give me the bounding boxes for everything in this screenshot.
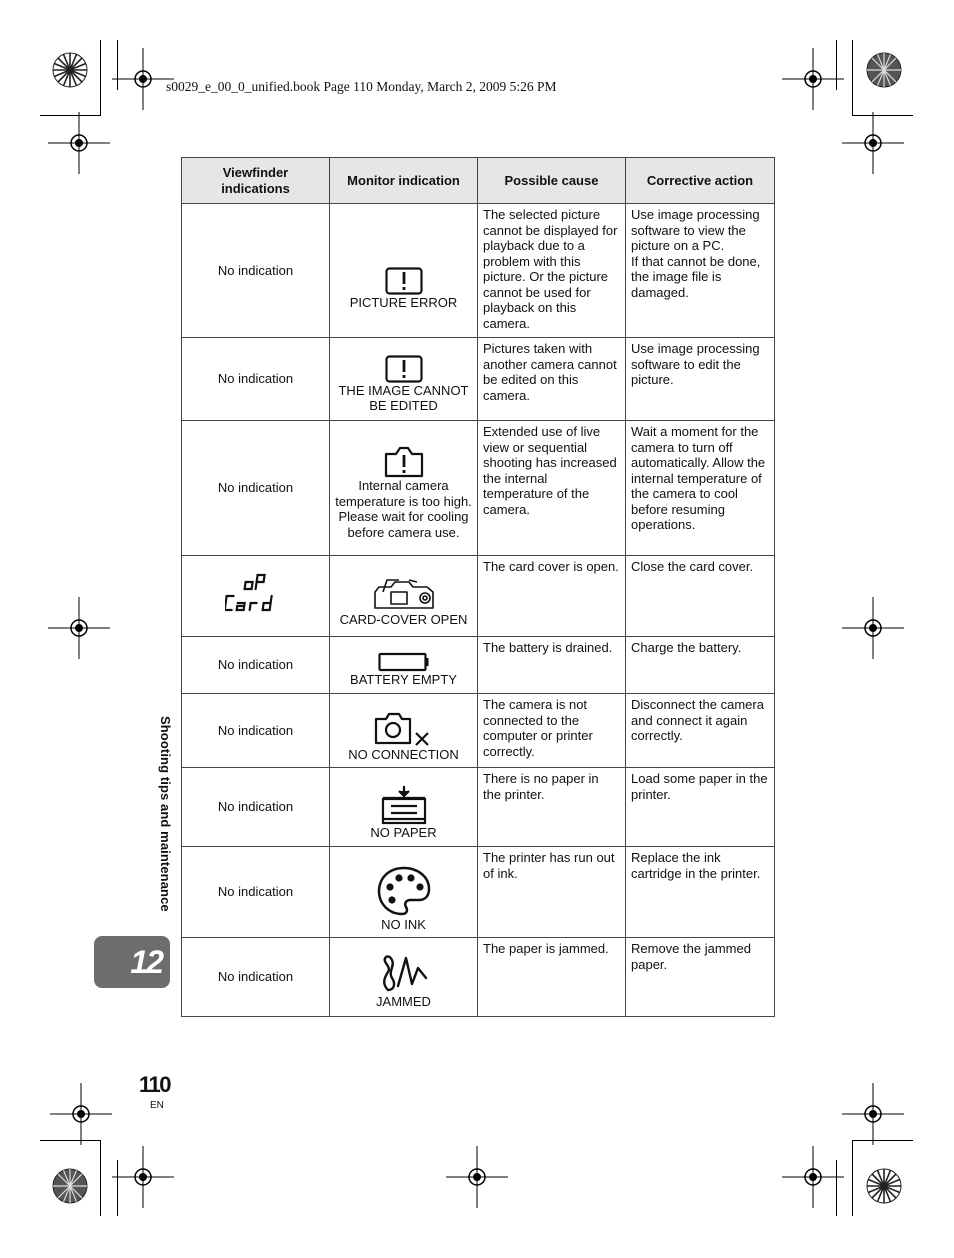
page-number: 110 <box>139 1072 170 1097</box>
temperature-warning-icon <box>384 446 424 478</box>
viewfinder-cell: No indication <box>182 694 330 768</box>
table-row <box>182 204 775 338</box>
cause-cell: Pictures taken with another camera cannot be edited on this camera. <box>478 338 626 421</box>
cause-cell: The card cover is open. <box>478 556 626 637</box>
viewfinder-cell: No indication <box>182 938 330 1017</box>
no-ink-icon <box>376 865 432 917</box>
viewfinder-op-card-display <box>225 572 287 616</box>
no-paper-icon <box>381 785 427 825</box>
action-cell: Use image processing software to edit the picture. <box>626 338 775 421</box>
monitor-message: CARD-COVER OPEN <box>339 612 468 628</box>
table-row <box>182 847 775 938</box>
action-cell: Replace the ink cartridge in the printer. <box>626 847 775 938</box>
column-header-action: Corrective action <box>626 158 775 204</box>
monitor-message: NO CONNECTION <box>348 746 459 762</box>
monitor-message: NO INK <box>381 917 426 933</box>
action-cell: Charge the battery. <box>626 637 775 694</box>
cause-cell: The paper is jammed. <box>478 938 626 1017</box>
error-message-table <box>181 157 775 1017</box>
table-header-row <box>182 158 775 204</box>
monitor-cell <box>330 556 478 637</box>
table-row <box>182 938 775 1017</box>
viewfinder-cell: No indication <box>182 421 330 556</box>
book-header: s0029_e_00_0_unified.book Page 110 Monday, March 2, 2009 5:26 PM <box>166 79 557 94</box>
viewfinder-cell: No indication <box>182 637 330 694</box>
chapter-tab: 12 <box>94 936 170 988</box>
registration-starburst-icon <box>866 52 902 88</box>
crosshair-mark-icon <box>446 1146 508 1208</box>
no-connection-icon <box>374 711 434 747</box>
crosshair-mark-icon <box>48 112 110 174</box>
registration-starburst-icon <box>866 1168 902 1204</box>
viewfinder-cell <box>182 556 330 637</box>
warning-icon <box>385 355 423 383</box>
table-row <box>182 768 775 847</box>
viewfinder-cell: No indication <box>182 847 330 938</box>
action-cell: Close the card cover. <box>626 556 775 637</box>
card-cover-open-icon <box>369 578 439 612</box>
monitor-message: JAMMED <box>376 994 431 1010</box>
monitor-message: NO PAPER <box>370 825 437 841</box>
crosshair-mark-icon <box>842 1083 904 1145</box>
cause-cell: The battery is drained. <box>478 637 626 694</box>
monitor-message: Internal camera temperature is too high. Please wait for cooling before camera use. <box>335 478 472 540</box>
cause-cell: Extended use of live view or sequential shooting has increased the internal temperature of the camera. <box>478 421 626 556</box>
monitor-message: THE IMAGE CANNOT BE EDITED <box>338 382 469 413</box>
registration-starburst-icon <box>52 52 88 88</box>
viewfinder-op-card-text: oP Card <box>224 572 229 574</box>
battery-empty-icon <box>378 652 430 672</box>
monitor-cell <box>330 847 478 938</box>
warning-icon <box>385 267 423 295</box>
column-header-monitor: Monitor indication <box>330 158 478 204</box>
monitor-cell <box>330 768 478 847</box>
crosshair-mark-icon <box>842 597 904 659</box>
crosshair-mark-icon <box>782 48 844 110</box>
cause-cell: The selected picture cannot be displayed for playback due to a problem with this picture. Or the picture cannot be used for playback on this camera. <box>478 204 626 338</box>
action-cell: Wait a moment for the camera to turn off automatically. Allow the internal temperature of the camera to cool before resuming operations. <box>626 421 775 556</box>
crosshair-mark-icon <box>842 112 904 174</box>
monitor-cell <box>330 338 478 421</box>
section-side-label <box>157 716 173 931</box>
viewfinder-cell: No indication <box>182 768 330 847</box>
section-side-label-text: Shooting tips and maintenance <box>158 716 173 912</box>
crosshair-mark-icon <box>112 48 174 110</box>
action-cell: Disconnect the camera and connect it again correctly. <box>626 694 775 768</box>
table-row <box>182 421 775 556</box>
table-row <box>182 338 775 421</box>
monitor-message: BATTERY EMPTY <box>350 672 457 688</box>
cause-cell: The camera is not connected to the computer or printer correctly. <box>478 694 626 768</box>
monitor-cell <box>330 421 478 556</box>
viewfinder-cell: No indication <box>182 204 330 338</box>
monitor-cell <box>330 204 478 338</box>
crosshair-mark-icon <box>50 1083 112 1145</box>
column-header-viewfinder: Viewfinder indications <box>182 158 330 204</box>
crosshair-mark-icon <box>48 597 110 659</box>
table-row <box>182 637 775 694</box>
action-text: Use image processing software to view the picture on a PC. If that cannot be done, the image file is damaged. <box>631 207 761 300</box>
monitor-cell <box>330 938 478 1017</box>
action-cell <box>626 204 775 338</box>
table-row <box>182 694 775 768</box>
monitor-cell <box>330 694 478 768</box>
cause-cell: There is no paper in the printer. <box>478 768 626 847</box>
action-cell: Load some paper in the printer. <box>626 768 775 847</box>
crosshair-mark-icon <box>782 1146 844 1208</box>
viewfinder-cell: No indication <box>182 338 330 421</box>
crosshair-mark-icon <box>112 1146 174 1208</box>
page-language: EN <box>150 1100 164 1111</box>
registration-starburst-icon <box>52 1168 88 1204</box>
table-row <box>182 556 775 637</box>
monitor-message: PICTURE ERROR <box>349 294 458 310</box>
jammed-icon <box>380 954 428 994</box>
action-cell: Remove the jammed paper. <box>626 938 775 1017</box>
cause-cell: The printer has run out of ink. <box>478 847 626 938</box>
column-header-cause: Possible cause <box>478 158 626 204</box>
monitor-cell <box>330 637 478 694</box>
